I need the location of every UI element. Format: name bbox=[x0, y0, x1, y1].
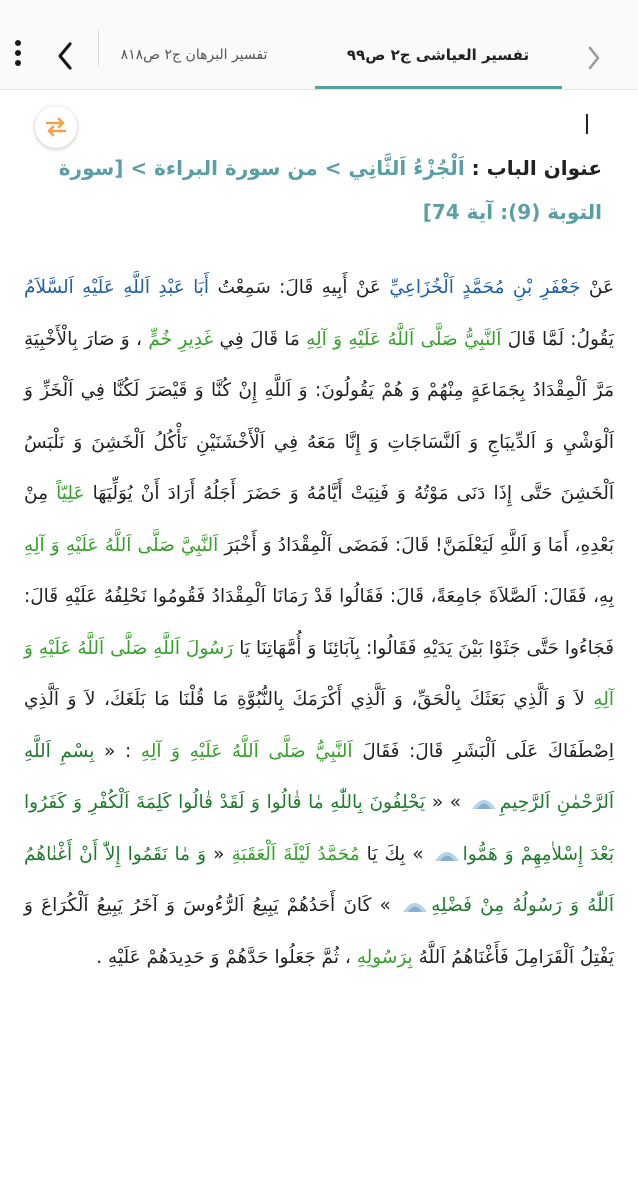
swap-button[interactable] bbox=[35, 106, 77, 148]
text-segment: عَنْ bbox=[580, 277, 614, 298]
quran-verse[interactable]: وَ مٰا نَقَمُوا إِلاّٰ أَنْ أَغْنٰاهُمُ اَللّٰهُ وَ رَسُولُهُ مِنْ فَضْلِهِ bbox=[24, 843, 615, 916]
person-link[interactable]: عَلِيّاً bbox=[56, 483, 85, 504]
tab-bar bbox=[0, 0, 638, 90]
heading-path[interactable]: اَلْجُزْءُ اَلثَّانِي > من سورة البراءة > [سورة التوبة (9): آية 74] bbox=[58, 156, 602, 224]
forward-chevron-button[interactable] bbox=[576, 34, 612, 82]
person-link[interactable]: اَلنَّبِيُّ صَلَّى اَللَّهُ عَلَيْهِ وَ آلِهِ bbox=[140, 740, 353, 762]
active-tab-indicator bbox=[315, 86, 562, 89]
narrator-link[interactable]: جَعْفَرِ بْنِ مُحَمَّدٍ اَلْخُزَاعِيِّ bbox=[389, 277, 581, 298]
text-segment: مَا قَالَ فِي bbox=[213, 328, 307, 350]
person-link[interactable]: بِرَسُولِهِ bbox=[356, 946, 413, 968]
quran-verse[interactable]: يَحْلِفُونَ بِاللّٰهِ مٰا قٰالُوا وَ لَقَدْ قٰالُوا كَلِمَةَ اَلْكُفْرِ وَ كَفَرُوا بَعْدَ إِسْلاٰمِهِمْ وَ هَمُّوا bbox=[24, 792, 615, 865]
tab-tafsir-burhan[interactable]: تفسير البرهان ج٢ ص٨١٨ bbox=[120, 47, 268, 63]
text-segment: بِهِ، فَقَالَ: اَلصَّلاَةَ جَامِعَةً، قَالَ: فَقَالُوا قَدْ رَمَانَا اَلْمِقْدَادُ فَقُومُوا نَحْلِفُهُ عَلَيْهِ قَالَ: فَجَاءُوا حَتَّى جَثَوْا بَيْنَ يَدَيْهِ فَقَالُوا: بِآبَائِنَا وَ أُمَّهَاتِنَا يَا bbox=[24, 586, 615, 659]
swap-arrows-icon bbox=[35, 106, 77, 148]
text-segment: مِنْ بَعْدِهِ، أَمَا وَ اَللَّهِ لَيَعْلَمَنَّ! قَالَ: فَمَضَى اَلْمِقْدَادُ وَ أَخْبَرَ bbox=[24, 483, 614, 556]
person-link[interactable]: رَسُولَ اَللَّهِ صَلَّى اَللَّهُ عَلَيْهِ وَ آلِهِ bbox=[24, 637, 614, 710]
text-segment: » بِكَ يَا bbox=[359, 843, 431, 865]
person-link[interactable]: اَلنَّبِيَّ صَلَّى اَللَّهُ عَلَيْهِ وَ آلِهِ bbox=[24, 534, 219, 556]
tab-separator bbox=[98, 30, 99, 66]
text-segment: لاَ وَ اَلَّذِي بَعَثَكَ بِالْحَقِّ، وَ اَلَّذِي أَكْرَمَكَ بِالنُّبُوَّةِ مَا قُلْنَا مَا بَلَغَكَ، لاَ وَ اَلَّذِي اِصْطَفَاكَ عَلَى اَلْبَشَرِ قَالَ: فَقَالَ bbox=[24, 689, 614, 762]
place-link[interactable]: غَدِيرِ خُمٍّ bbox=[148, 328, 214, 350]
hadith-text bbox=[24, 262, 614, 983]
text-segment: ، وَ صَارَ بِالْأَخْبِيَةِ مَرَّ اَلْمِقْدَادُ بِجَمَاعَةٍ مِنْهُمْ وَ هُمْ يَقُولُونَ: وَ اَللَّهِ إِنْ كُنَّا وَ قَيْصَرَ لَكُنَّا فِي اَلْخَزِّ وَ اَلْوَشْيِ وَ اَلدِّيبَاجِ وَ اَلنَّسَاجَاتِ وَ إِنَّا مَعَهُ فِي اَلْأَخْشَنَيْنِ نَأْكُلُ اَلْخَشِنَ وَ نَلْبَسُ اَلْخَشِنَ حَتَّى إِذَا دَنَى مَوْتُهُ وَ فَنِيَتْ أَيَّامُهُ وَ حَضَرَ أَجَلُهُ أَرَادَ أَنْ يُوَلِّيَهَا bbox=[24, 328, 614, 504]
chapter-heading bbox=[32, 146, 602, 234]
quran-rose-icon bbox=[402, 899, 428, 913]
text-segment: عَنْ أَبِيهِ قَالَ: سَمِعْتُ bbox=[209, 277, 390, 298]
text-segment: » كَانَ أَحَدُهُمْ يَبِيعُ اَلرُّءُوسَ وَ آخَرُ يَبِيعُ اَلْكُرَاعَ وَ يَفْتِلُ اَلْقَرَامِلَ فَأَغْنَاهُمُ اَللَّهُ bbox=[24, 895, 614, 968]
text-segment: « bbox=[206, 843, 232, 865]
chevron-left-icon bbox=[46, 32, 86, 80]
narrator-link[interactable]: أَبَا عَبْدِ اَللَّهِ عَلَيْهِ اَلسَّلاَمُ bbox=[24, 277, 210, 298]
text-segment: » « bbox=[425, 792, 468, 813]
back-chevron-button[interactable] bbox=[46, 32, 86, 80]
text-segment: : « bbox=[94, 740, 141, 762]
chevron-right-icon bbox=[576, 34, 612, 82]
person-link[interactable]: مُحَمَّدُ لَيْلَةَ اَلْعَقَبَةِ bbox=[231, 843, 360, 865]
text-segment: يَقُولُ: لَمَّا قَالَ bbox=[501, 328, 615, 350]
quran-rose-icon bbox=[434, 848, 460, 862]
quran-verse[interactable]: بِسْمِ اَللَّهِ اَلرَّحْمٰنِ اَلرَّحِيمِ bbox=[24, 740, 614, 813]
person-link[interactable]: اَلنَّبِيُّ صَلَّى اَللَّهُ عَلَيْهِ وَ آلِهِ bbox=[306, 328, 502, 350]
tab-tafsir-ayyashi[interactable]: تفسير العياشی ج٢ ص٩٩ bbox=[346, 46, 530, 64]
heading-label: عنوان الباب : bbox=[471, 156, 602, 180]
quran-rose-icon bbox=[471, 796, 497, 810]
text-cursor bbox=[586, 114, 588, 134]
text-segment: ، ثُمَّ جَعَلُوا حَدَّهُمْ وَ حَدِيدَهُمْ عَلَيْهِ . bbox=[96, 946, 357, 968]
kebab-menu-icon[interactable] bbox=[14, 40, 22, 72]
